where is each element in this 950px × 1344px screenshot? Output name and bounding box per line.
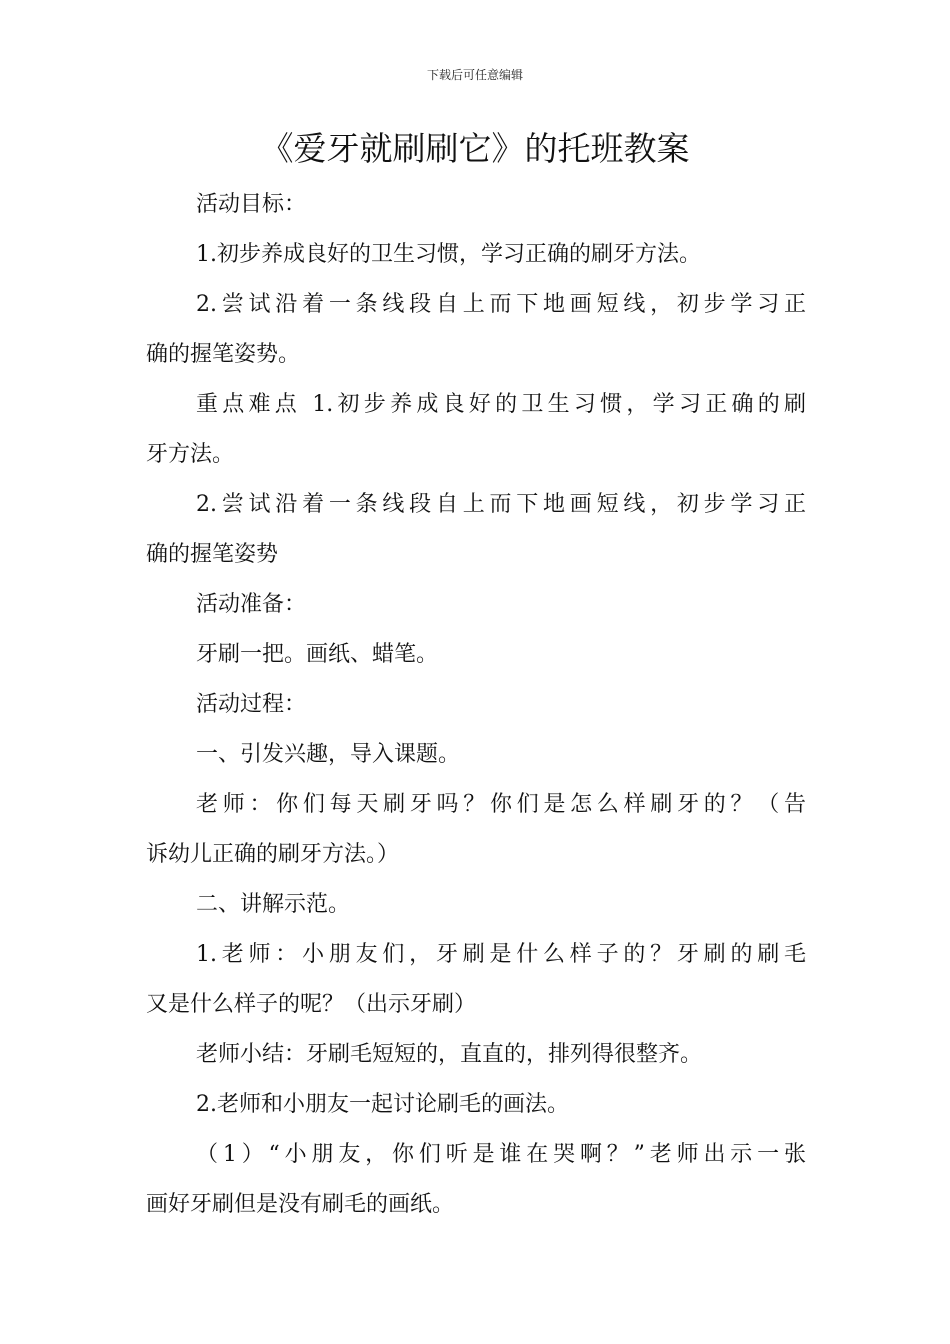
paragraph-activity-goals-heading [146,180,806,230]
paragraph-key-point-2 [146,480,806,580]
text-line: 又是什么样子的呢？（出示牙刷） [146,992,477,1017]
text-line: 2.老师和小朋友一起讨论刷毛的画法。 [196,1092,569,1117]
text-line: （1）“小朋友，你们听是谁在哭啊？”老师出示一张 [196,1142,806,1167]
paragraph-preparation-heading [146,580,806,630]
text-line: 1.初步养成良好的卫生习惯，学习正确的刷牙方法。 [196,242,701,267]
paragraph-teacher-summary [146,1030,806,1080]
paragraph-preparation-items [146,630,806,680]
header-note: 下载后可任意编辑 [426,68,523,82]
text-line: 活动目标： [196,192,307,217]
text-line: 确的握笔姿势 [146,542,279,567]
text-line: 重点难点 1.初步养成良好的卫生习惯，学习正确的刷 [196,392,806,417]
text-line: 画好牙刷但是没有刷毛的画纸。 [146,1192,455,1217]
text-line: 诉幼儿正确的刷牙方法。） [146,842,400,867]
text-line: 一、引发兴趣，导入课题。 [196,742,461,767]
text-line: 确的握笔姿势。 [146,342,301,367]
paragraph-step-1 [146,1130,806,1230]
text-line: 老师小结：牙刷毛短短的，直直的，排列得很整齐。 [196,1042,703,1067]
paragraph-goal-1 [146,230,806,280]
text-line: 2.尝试沿着一条线段自上而下地画短线，初步学习正 [196,292,806,317]
paragraph-key-points [146,380,806,480]
paragraph-toothbrush-question [146,930,806,1030]
text-line: 活动准备： [196,592,307,617]
text-line: 1.老师：小朋友们，牙刷是什么样子的？牙刷的刷毛 [196,942,806,967]
document-body [146,180,806,1230]
text-line: 二、讲解示范。 [196,892,351,917]
text-line: 活动过程： [196,692,307,717]
text-line: 2.尝试沿着一条线段自上而下地画短线，初步学习正 [196,492,806,517]
document-title: 《爱牙就刷刷它》的托班教案 [260,129,690,168]
paragraph-teacher-question [146,780,806,880]
text-line: 牙刷一把。画纸、蜡笔。 [196,642,439,667]
paragraph-section-2-heading [146,880,806,930]
paragraph-discussion [146,1080,806,1130]
paragraph-goal-2 [146,280,806,380]
text-line: 老师：你们每天刷牙吗？你们是怎么样刷牙的？（告 [196,792,806,817]
paragraph-section-1-heading [146,730,806,780]
paragraph-process-heading [146,680,806,730]
text-line: 牙方法。 [146,442,235,467]
